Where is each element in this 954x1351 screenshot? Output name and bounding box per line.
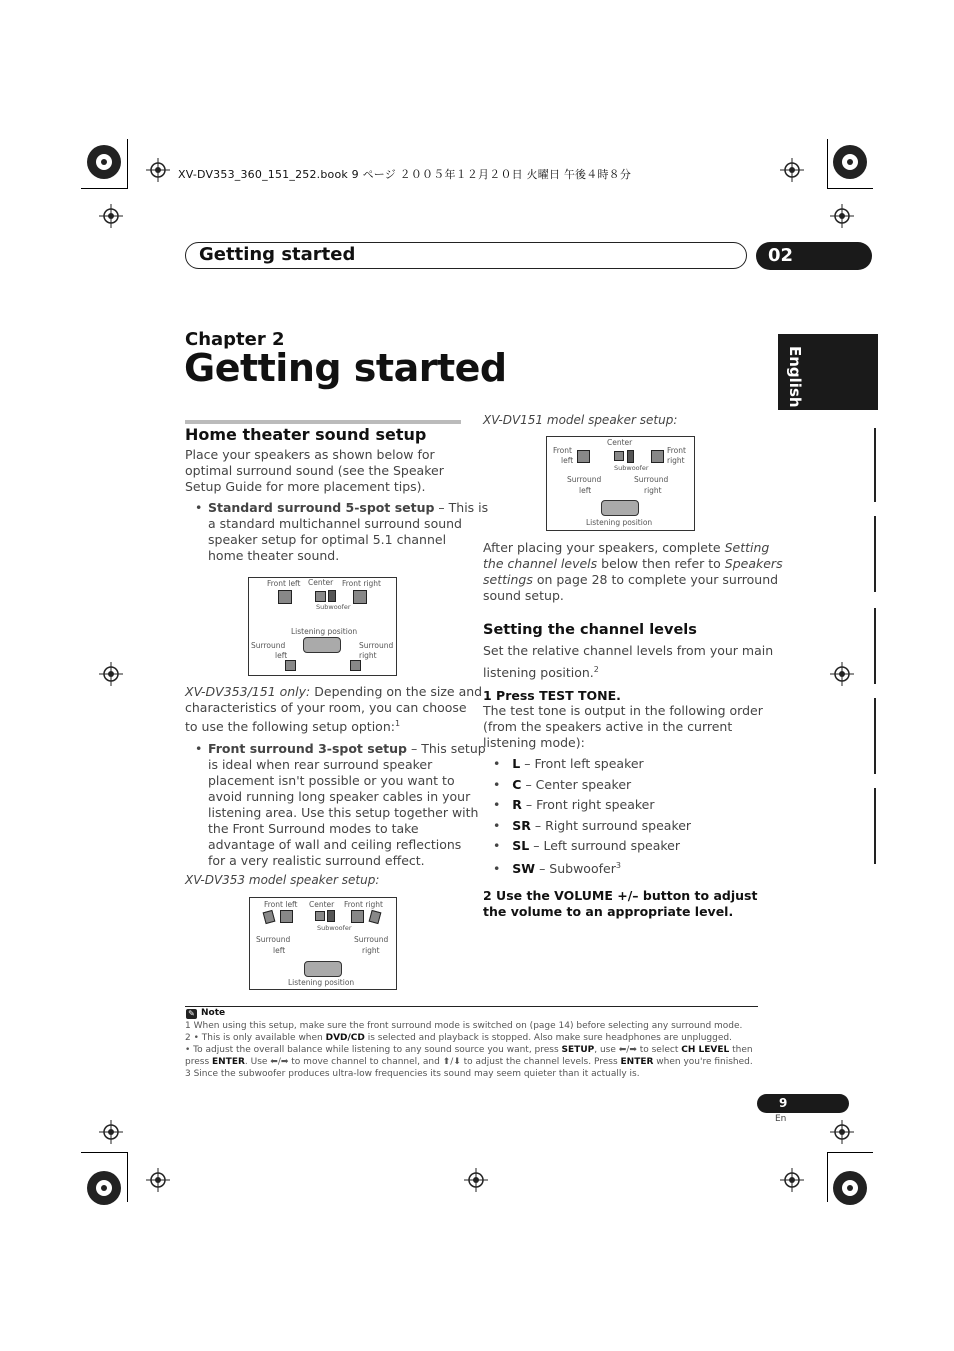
crosshair-icon bbox=[99, 662, 123, 686]
crosshair-icon bbox=[830, 204, 854, 228]
registration-wheel-icon bbox=[84, 1168, 124, 1208]
crosshair-icon bbox=[464, 1168, 488, 1192]
language-tab-label: English bbox=[786, 346, 804, 408]
crosshair-icon bbox=[780, 158, 804, 182]
section-title-channel-levels: Setting the channel levels bbox=[483, 622, 697, 638]
note-title: Note bbox=[201, 1008, 226, 1018]
model-353-151-paragraph: XV-DV353/151 only: Depending on the size and characteristics of your room, you can choose to use the following setup option:$^1$ bbox=[185, 684, 483, 735]
list-item: • L – Front left speaker bbox=[493, 756, 644, 771]
bullet-standard-setup: • Standard surround 5-spot setup – This is a standard multichannel surround sound speaker setup for optimal 5.1 channel home theater sound. bbox=[195, 500, 489, 563]
bullet-front-surround-setup: • Front surround 3-spot setup – This setup is ideal when rear surround speaker placement isn't possible or you want to avoid running long speaker cables in your listening area. Use this setup together with the Front Surround modes to take advantage of wall and ceiling reflections for a very realistic surround effect. bbox=[195, 741, 486, 868]
list-item: • C – Center speaker bbox=[493, 777, 632, 792]
note-icon: ✎ bbox=[186, 1009, 197, 1019]
crosshair-icon bbox=[99, 1120, 123, 1144]
note-rule bbox=[185, 1006, 758, 1007]
section-title-home-theater: Home theater sound setup bbox=[185, 425, 427, 444]
list-item: • SW – Subwoofer$^3$ bbox=[493, 861, 621, 877]
crosshair-icon bbox=[99, 204, 123, 228]
step-2-heading: 2 Use the VOLUME +/– button to adjust the volume to an appropriate level. bbox=[483, 888, 758, 919]
page-language: En bbox=[775, 1114, 787, 1124]
page-title: Getting started bbox=[184, 346, 507, 390]
caption-353-setup: XV-DV353 model speaker setup: bbox=[185, 873, 380, 887]
footnote-2-bullet-2-cont: press ENTER. Use ⬅/➡ to move channel to channel, and ⬆/⬇ to adjust the channel levels. Press ENTER when you're finished. bbox=[185, 1057, 753, 1067]
footnote-2-bullet-2: • To adjust the overall balance while listening to any sound source you want, press SETUP, use ⬅/➡ to select CH LEVEL then bbox=[185, 1045, 753, 1055]
caption-151-setup: XV-DV151 model speaker setup: bbox=[483, 413, 678, 427]
footnote-2: 2 • This is only available when DVD/CD is selected and playback is stopped. Also make sure headphones are unplugged. bbox=[185, 1033, 732, 1043]
after-placing-paragraph: After placing your speakers, complete Setting the channel levels below then refer to Speakers settings on page 28 to complete your surround sound setup. bbox=[483, 540, 783, 603]
crosshair-icon bbox=[830, 1120, 854, 1144]
step-1-body: The test tone is output in the following order (from the speakers active in the current listening mode): bbox=[483, 703, 763, 750]
list-item: • R – Front right speaker bbox=[493, 797, 655, 812]
registration-wheel-icon bbox=[84, 142, 124, 182]
registration-wheel-icon bbox=[830, 142, 870, 182]
channel-levels-intro: Set the relative channel levels from your main listening position.$^2$ bbox=[483, 643, 774, 681]
chapter-label: Chapter 2 bbox=[185, 329, 285, 350]
speaker-diagram-5spot: Front left Center Front right Subwoofer Listening position Surround left Surround right bbox=[248, 577, 397, 676]
crosshair-icon bbox=[146, 158, 170, 182]
crosshair-icon bbox=[830, 662, 854, 686]
speaker-diagram-151: Center Front left Front right Subwoofer Surround left Surround right Listening position bbox=[546, 436, 695, 531]
page-number-badge: 9 bbox=[757, 1094, 849, 1113]
crosshair-icon bbox=[780, 1168, 804, 1192]
chapter-number-badge: 02 bbox=[756, 242, 872, 270]
section-rule bbox=[185, 420, 461, 424]
list-item: • SR – Right surround speaker bbox=[493, 818, 692, 833]
footnote-1: 1 When using this setup, make sure the front surround mode is switched on (page 14) before selecting any surround mode. bbox=[185, 1021, 743, 1031]
speaker-diagram-353: Front left Center Front right Subwoofer Surround left Surround right Listening position bbox=[249, 897, 397, 990]
book-file-line: XV-DV353_360_151_252.book 9 ページ ２００５年１２月２０日 火曜日 午後４時８分 bbox=[178, 168, 632, 181]
step-1-heading: 1 Press TEST TONE. bbox=[483, 688, 621, 703]
intro-paragraph: Place your speakers as shown below for optimal surround sound (see the Speaker Setup Guide for more placement tips). bbox=[185, 447, 444, 494]
crosshair-icon bbox=[146, 1168, 170, 1192]
list-item: • SL – Left surround speaker bbox=[493, 838, 680, 853]
header-title: Getting started bbox=[199, 244, 356, 265]
footnote-3: 3 Since the subwoofer produces ultra-low frequencies its sound may seem quieter than it actually is. bbox=[185, 1069, 640, 1079]
registration-wheel-icon bbox=[830, 1168, 870, 1208]
